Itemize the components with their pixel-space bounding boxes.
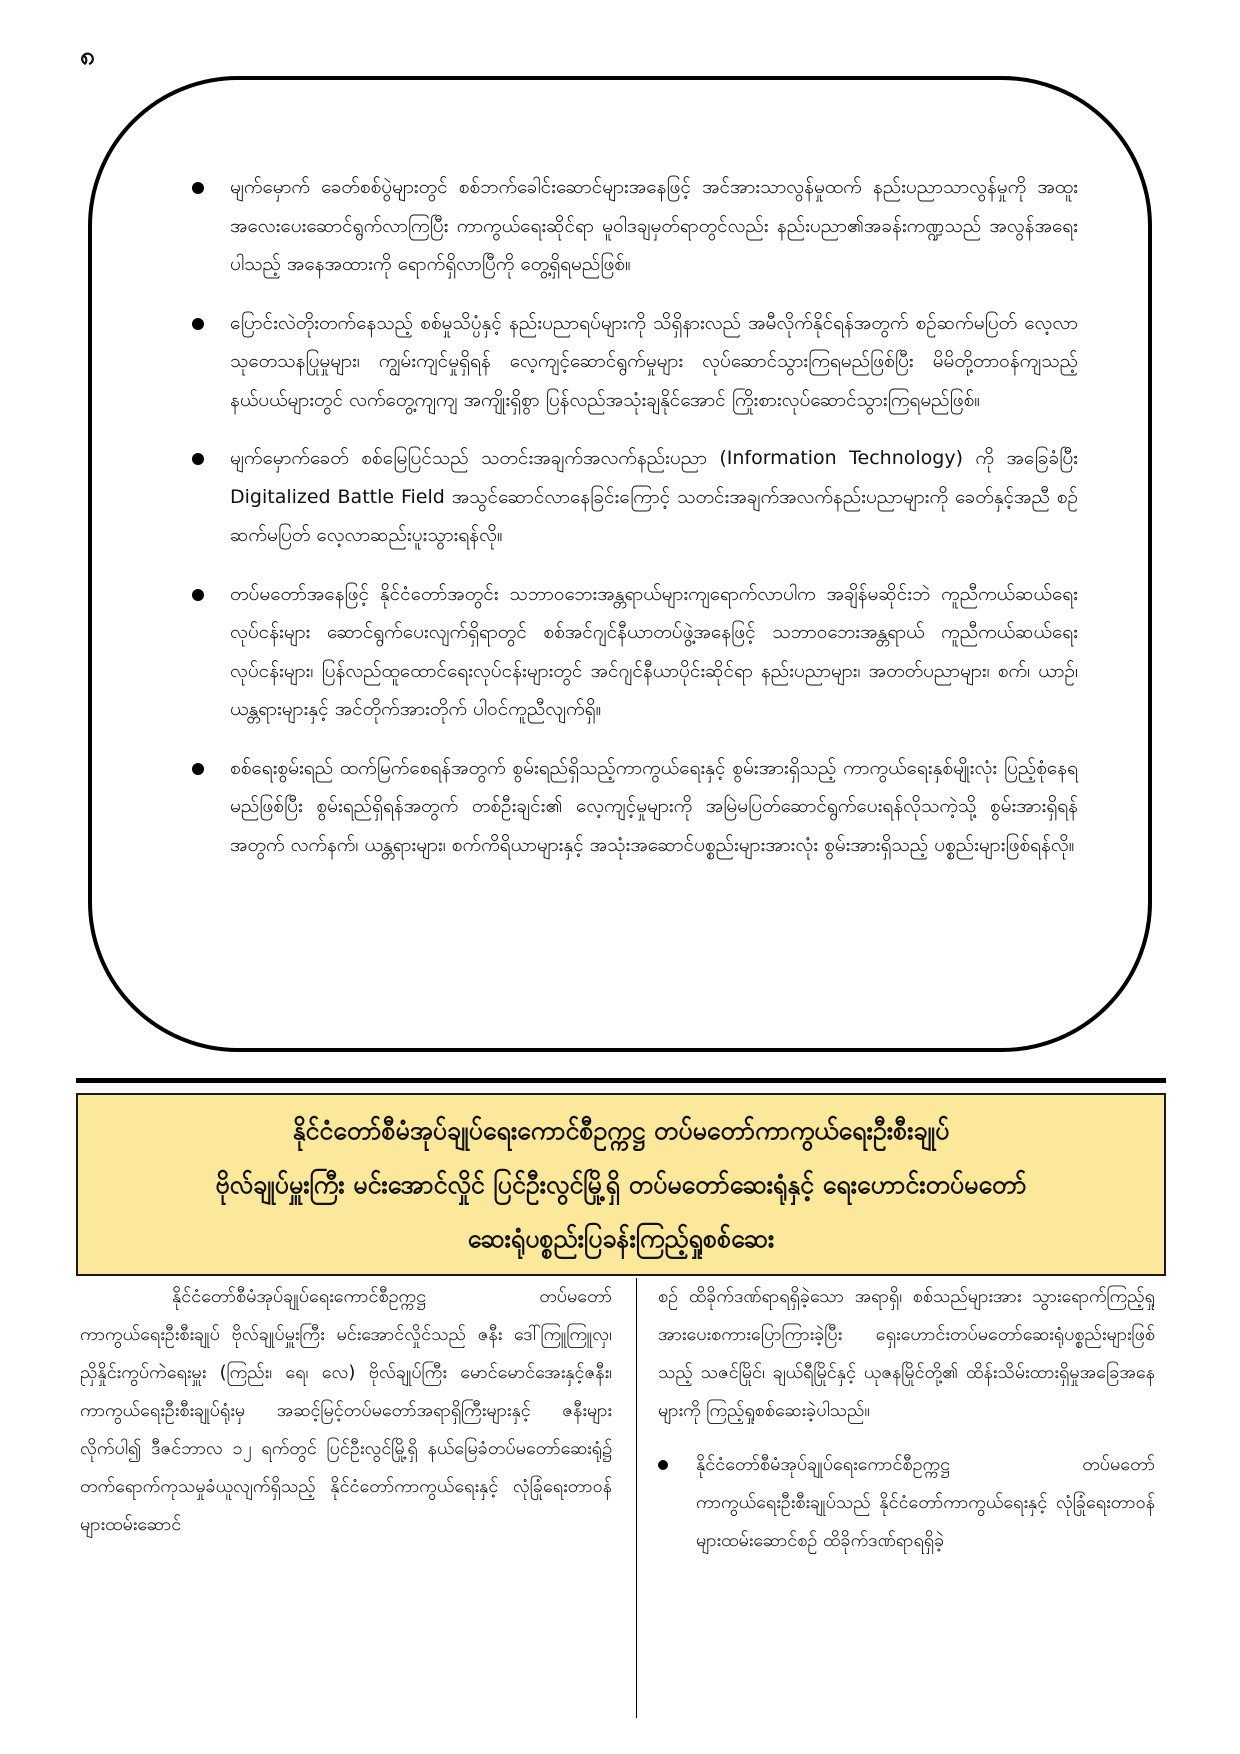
article-left-column [80, 1278, 612, 1544]
bullet-dot-icon [192, 182, 204, 194]
summary-bullet-item [192, 439, 1078, 555]
summary-bullet-item [192, 304, 1078, 420]
bullet-dot-icon [192, 589, 204, 601]
summary-bullet-text: တပ်မတော်အနေဖြင့် နိုင်ငံတော်အတွင်း သဘာဝဘေးအန္တရာယ်များကျရောက်လာပါက အချိန်မဆိုင်းဘဲ ကူညီကယ်ဆယ်ရေးလုပ်ငန်းများ ဆောင်ရွက်ပေးလျက်ရှိရာတွင် စစ်အင်ဂျင်နီယာတပ်ဖွဲ့အနေဖြင့် သဘာဝဘေးအန္တရာယ် ကူညီကယ်ဆယ်ရေးလုပ်ငန်းများ၊ ပြန်လည်ထူထောင်ရေးလုပ်ငန်းများတွင် အင်ဂျင်နီယာပိုင်းဆိုင်ရာ နည်းပညာများ၊ အတတ်ပညာများ၊ စက်၊ ယာဉ်၊ ယန္တရားများနှင့် အင်တိုက်အားတိုက် ပါဝင်ကူညီလျက်ရှိ။ [230, 582, 1078, 720]
page-number: ၈ [80, 41, 95, 71]
summary-box [88, 76, 1152, 1052]
summary-bullet-item [192, 575, 1078, 729]
section-divider [76, 1078, 1166, 1083]
bullet-dot-icon [658, 1460, 668, 1470]
article-bullet-text: နိုင်ငံတော်စီမံအုပ်ချုပ်ရေးကောင်စီဥက္ကဋ္ဌ တပ်မတော်ကာကွယ်ရေးဦးစီးချုပ်သည် နိုင်ငံတော်ကာကွယ်ရေးနှင့် လုံခြုံရေးတာဝန်များထမ်းဆောင်စဉ် ထိခိုက်ဒဏ်ရာရရှိခဲ့ [696, 1454, 1155, 1551]
article-right-paragraph: စဉ် ထိခိုက်ဒဏ်ရာရရှိခဲ့သော အရာရှိ၊ စစ်သည်များအား သွားရောက်ကြည့်ရှုအားပေးစကားပြောကြားခဲ့ပြီး ရှေးဟောင်းတပ်မတော်ဆေးရုံပစ္စည်းများဖြစ်သည့် သဇင်မြိုင်၊ ချယ်ရီမြိုင်နှင့် ယုဇနမြိုင်တို့၏ ထိန်းသိမ်းထားရှိမှုအခြေအနေများကို ကြည့်ရှုစစ်ဆေးခဲ့ပါသည်။ [658, 1286, 1155, 1421]
headline-box [76, 1093, 1166, 1276]
summary-bullet-item [192, 749, 1078, 865]
bullet-dot-icon [192, 763, 204, 775]
headline-line-3: ဆေးရုံပစ္စည်းပြခန်းကြည့်ရှုစစ်ဆေး [467, 1223, 775, 1253]
headline-line-2: ဗိုလ်ချုပ်မှူးကြီး မင်းအောင်လှိုင် ပြင်ဦးလွင်မြို့ရှိ တပ်မတော်ဆေးရုံနှင့် ရေးဟောင်းတပ်မတော် [215, 1169, 1027, 1199]
summary-bullet-item [192, 168, 1078, 284]
summary-bullet-text: မျက်မှောက်ခေတ် စစ်မြေပြင်သည် သတင်းအချက်အလက်နည်းပညာ (Information Technology) ကို အခြေခံပြီး Digitalized Battle Field အသွင်ဆောင်လာနေခြင်းကြောင့် သတင်းအချက်အလက်နည်းပညာများကို ခေတ်နှင့်အညီ စဉ်ဆက်မပြတ် လေ့လာဆည်းပူးသွားရန်လို။ [230, 447, 1078, 546]
column-divider [636, 1278, 637, 1718]
article-left-paragraph: နိုင်ငံတော်စီမံအုပ်ချုပ်ရေးကောင်စီဥက္ကဋ္ဌ တပ်မတော်ကာကွယ်ရေးဦးစီးချုပ် ဗိုလ်ချုပ်မှူးကြီး မင်းအောင်လှိုင်သည် ဇနီး ဒေါ်ကြူကြူလှ၊ ညှိနှိုင်းကွပ်ကဲရေးမှူး (ကြည်း၊ ရေ၊ လေ) ဗိုလ်ချုပ်ကြီး မောင်မောင်အေးနှင့်ဇနီး၊ ကာကွယ်ရေးဦးစီးချုပ်ရုံးမှ အဆင့်မြင့်တပ်မတော်အရာရှိကြီးများနှင့် ဇနီးများလိုက်ပါ၍ ဒီဇင်ဘာလ ၁၂ ရက်တွင် ပြင်ဦးလွင်မြို့ရှိ နယ်မြေခံတပ်မတော်ဆေးရုံ၌ တက်ရောက်ကုသမှုခံယူလျက်ရှိသည့် နိုင်ငံတော်ကာကွယ်ရေးနှင့် လုံခြုံရေးတာဝန်များထမ်းဆောင် [80, 1286, 612, 1535]
article-right-column [658, 1278, 1155, 1560]
article-bullet-item [658, 1446, 1155, 1560]
article-columns [80, 1278, 1160, 1718]
summary-bullet-list [192, 168, 1078, 864]
bullet-dot-icon [192, 318, 204, 330]
bullet-dot-icon [192, 453, 204, 465]
headline-line-1: နိုင်ငံတော်စီမံအုပ်ချုပ်ရေးကောင်စီဥက္ကဋ္ဌ တပ်မတော်ကာကွယ်ရေးဦးစီးချုပ် [292, 1115, 950, 1145]
summary-bullet-text: စစ်ရေးစွမ်းရည် ထက်မြက်စေရန်အတွက် စွမ်းရည်ရှိသည့်ကာကွယ်ရေးနှင့် စွမ်းအားရှိသည့် ကာကွယ်ရေးနှစ်မျိုးလုံး ပြည့်စုံနေရမည်ဖြစ်ပြီး စွမ်းရည်ရှိရန်အတွက် တစ်ဦးချင်း၏ လေ့ကျင့်မှုများကို အမြဲမပြတ်ဆောင်ရွက်ပေးရန်လိုသကဲ့သို့ စွမ်းအားရှိရန်အတွက် လက်နက်၊ ယန္တရားများ၊ စက်ကိရိယာများနှင့် အသုံးအဆောင်ပစ္စည်းများအားလုံး စွမ်းအားရှိသည့် ပစ္စည်းများဖြစ်ရန်လို။ [230, 756, 1078, 856]
summary-bullet-text: မျက်မှောက် ခေတ်စစ်ပွဲများတွင် စစ်ဘက်ခေါင်းဆောင်များအနေဖြင့် အင်အားသာလွန်မှုထက် နည်းပညာသာလွန်မှုကို အထူးအလေးပေးဆောင်ရွက်လာကြပြီး ကာကွယ်ရေးဆိုင်ရာ မူဝါဒချမှတ်ရာတွင်လည်း နည်းပညာ၏အခန်းကဏ္ဍသည် အလွန်အရေးပါသည့် အနေအထားကို ရောက်ရှိလာပြီကို တွေ့ရှိရမည်ဖြစ်။ [230, 176, 1078, 275]
summary-bullet-text: ပြောင်းလဲတိုးတက်နေသည့် စစ်မှုသိပ္ပံနှင့် နည်းပညာရပ်များကို သိရှိနားလည် အမီလိုက်နိုင်ရန်အတွက် စဉ်ဆက်မပြတ် လေ့လာသုတေသနပြုမှုများ၊ ကျွမ်းကျင်မှုရှိရန် လေ့ကျင့်ဆောင်ရွက်မှုများ လုပ်ဆောင်သွားကြရမည်ဖြစ်ပြီး မိမိတို့တာဝန်ကျသည့် နယ်ပယ်များတွင် လက်တွေ့ကျကျ အကျိုးရှိစွာ ပြန်လည်အသုံးချနိုင်အောင် ကြိုးစားလုပ်ဆောင်သွားကြရမည်ဖြစ်။ [230, 311, 1078, 411]
